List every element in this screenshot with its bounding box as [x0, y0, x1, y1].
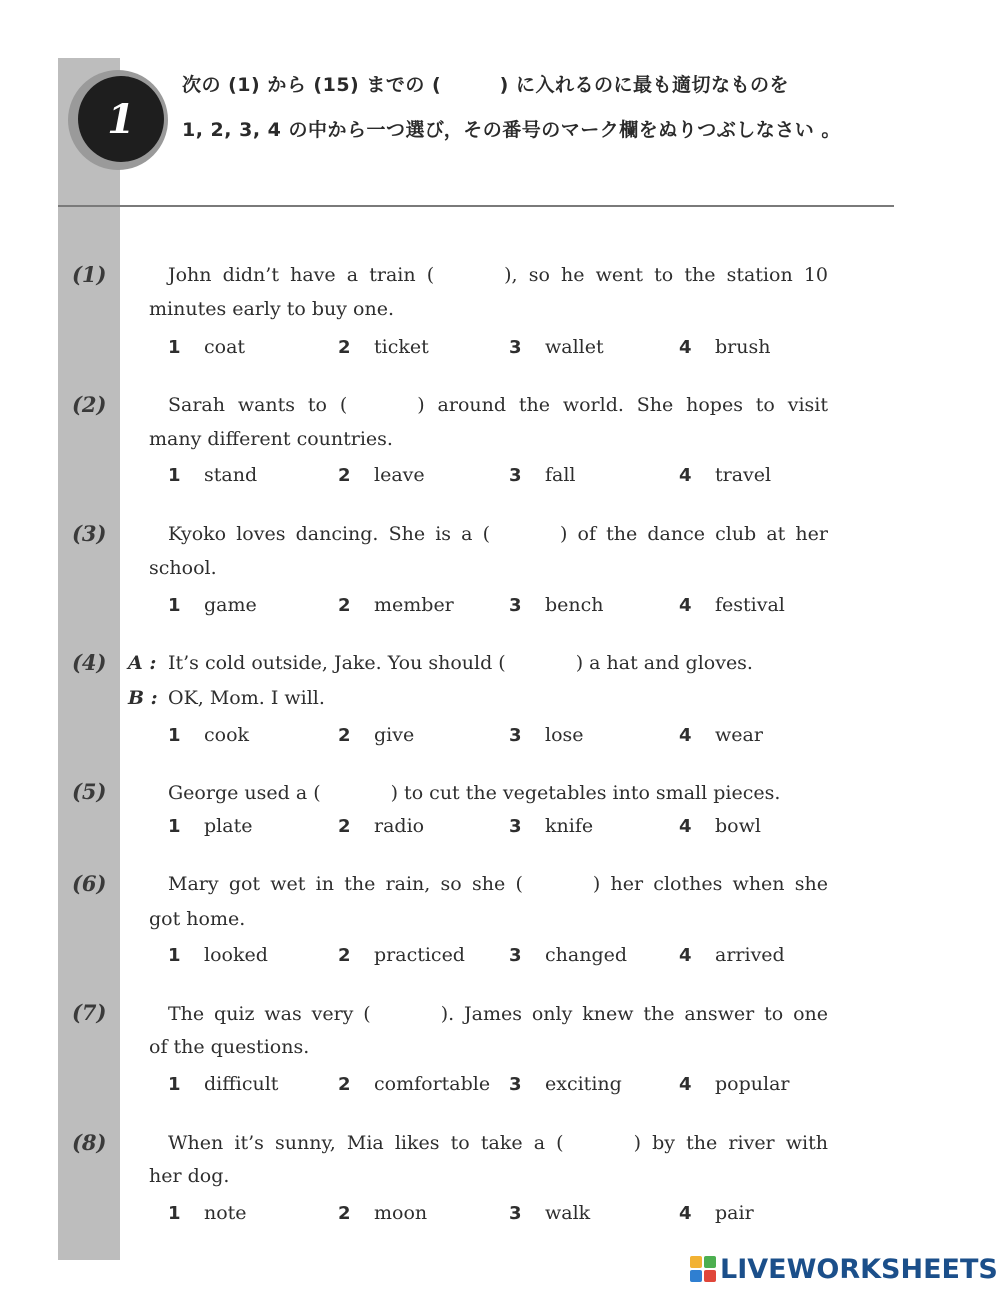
option-number: 4 — [679, 1203, 692, 1224]
option-number: 1 — [168, 1203, 181, 1224]
option-4[interactable] — [679, 464, 771, 486]
question-text-line-1 — [168, 1003, 828, 1025]
option-number: 2 — [338, 816, 351, 837]
option-number: 4 — [679, 725, 692, 746]
text-before-blank: George used a ( — [168, 782, 321, 804]
option-text: coat — [204, 336, 246, 358]
question-text-line-2: school. — [149, 557, 217, 579]
option-4[interactable] — [679, 944, 785, 966]
option-3[interactable] — [509, 944, 627, 966]
option-text: difficult — [204, 1073, 279, 1095]
option-number: 2 — [338, 725, 351, 746]
option-1[interactable] — [168, 594, 257, 616]
question-number: (5) — [72, 779, 107, 804]
option-4[interactable] — [679, 815, 761, 837]
option-3[interactable] — [509, 1202, 590, 1224]
option-4[interactable] — [679, 1202, 754, 1224]
speaker-a-label: A : — [128, 652, 157, 674]
option-number: 3 — [509, 1074, 522, 1095]
question-number: (7) — [72, 1000, 107, 1025]
option-4[interactable] — [679, 724, 763, 746]
option-number: 4 — [679, 945, 692, 966]
text-before-blank: Mary got wet in the rain, so she ( — [168, 873, 523, 895]
option-text: comfortable — [374, 1073, 491, 1095]
question-text-line-1 — [168, 523, 828, 545]
option-text: arrived — [715, 944, 785, 966]
option-number: 1 — [168, 725, 181, 746]
text-after-blank: ) by the river with — [633, 1132, 828, 1154]
option-number: 3 — [509, 595, 522, 616]
logo-square-1 — [690, 1256, 702, 1268]
option-text: note — [204, 1202, 247, 1224]
option-3[interactable] — [509, 336, 604, 358]
text-before-blank: Kyoko loves dancing. She is a ( — [168, 523, 491, 545]
question-number: (2) — [72, 392, 107, 417]
logo-square-2 — [704, 1256, 716, 1268]
option-2[interactable] — [338, 1202, 427, 1224]
instruction-line-1: 次の (1) から (15) までの ( ) に入れるのに最も適切なものを — [182, 74, 789, 96]
option-2[interactable] — [338, 724, 414, 746]
logo-text: LIVEWORKSHEETS — [720, 1253, 998, 1285]
option-text: moon — [374, 1202, 428, 1224]
option-4[interactable] — [679, 1073, 790, 1095]
option-text: exciting — [545, 1073, 622, 1095]
question-number: (4) — [72, 650, 107, 675]
option-text: pair — [715, 1202, 754, 1224]
option-1[interactable] — [168, 1202, 247, 1224]
text-before-blank: When it’s sunny, Mia likes to take a ( — [168, 1132, 564, 1154]
option-4[interactable] — [679, 594, 785, 616]
text-after-blank: ) to cut the vegetables into small pieces. — [390, 782, 781, 804]
option-text: popular — [715, 1073, 790, 1095]
option-number: 4 — [679, 337, 692, 358]
option-text: changed — [545, 944, 628, 966]
option-number: 3 — [509, 465, 522, 486]
liveworksheets-logo[interactable] — [690, 1252, 998, 1286]
option-text: member — [374, 594, 454, 616]
header-divider — [58, 205, 894, 207]
option-number: 1 — [168, 1074, 181, 1095]
option-text: walk — [545, 1202, 591, 1224]
option-3[interactable] — [509, 815, 593, 837]
text-before-blank: John didn’t have a train ( — [168, 264, 435, 286]
speaker-b-label: B : — [128, 687, 158, 709]
option-text: travel — [715, 464, 772, 486]
option-4[interactable] — [679, 336, 770, 358]
question-text-line-1 — [168, 782, 780, 804]
option-number: 4 — [679, 816, 692, 837]
text-after-blank: ) around the world. She hopes to visit — [417, 394, 828, 416]
text-before-blank: Sarah wants to ( — [168, 394, 348, 416]
question-text-line-1 — [168, 1132, 828, 1154]
option-number: 2 — [338, 945, 351, 966]
option-number: 3 — [509, 337, 522, 358]
option-1[interactable] — [168, 724, 249, 746]
question-number: (6) — [72, 871, 107, 896]
option-text: cook — [204, 724, 250, 746]
question-text-line-2: minutes early to buy one. — [149, 298, 394, 320]
option-text: fall — [545, 464, 576, 486]
option-2[interactable] — [338, 815, 424, 837]
question-text-line-2: got home. — [149, 908, 246, 930]
question-text-line-2: many different countries. — [149, 428, 393, 450]
option-number: 1 — [168, 816, 181, 837]
text-after-blank: ) a hat and gloves. — [575, 652, 753, 674]
dialogue-line-a — [128, 652, 753, 674]
option-number: 1 — [168, 465, 181, 486]
option-text: knife — [545, 815, 594, 837]
option-2[interactable] — [338, 336, 429, 358]
option-number: 2 — [338, 337, 351, 358]
option-3[interactable] — [509, 724, 584, 746]
option-text: brush — [715, 336, 771, 358]
text-after-blank: ), so he went to the station 10 — [504, 264, 828, 286]
option-2[interactable] — [338, 1073, 490, 1095]
option-text: bench — [545, 594, 604, 616]
option-number: 2 — [338, 1203, 351, 1224]
option-2[interactable] — [338, 464, 425, 486]
option-1[interactable] — [168, 464, 257, 486]
option-number: 3 — [509, 725, 522, 746]
option-text: leave — [374, 464, 425, 486]
question-number: (1) — [72, 262, 107, 287]
option-text: festival — [715, 594, 785, 616]
option-text: lose — [545, 724, 584, 746]
option-1[interactable] — [168, 336, 245, 358]
text-before-blank: The quiz was very ( — [168, 1003, 371, 1025]
question-text-line-2: of the questions. — [149, 1036, 310, 1058]
text-after-blank: ). James only knew the answer to one — [440, 1003, 828, 1025]
question-text-line-1 — [168, 394, 828, 416]
question-number: (3) — [72, 521, 107, 546]
dialogue-line-b — [128, 687, 325, 709]
option-text: game — [204, 594, 257, 616]
option-text: give — [374, 724, 415, 746]
logo-square-4 — [704, 1270, 716, 1282]
option-2[interactable] — [338, 944, 465, 966]
option-number: 4 — [679, 465, 692, 486]
option-text: wear — [715, 724, 763, 746]
question-text-line-2: her dog. — [149, 1165, 230, 1187]
option-text: wallet — [545, 336, 604, 358]
dialogue-text: OK, Mom. I will. — [168, 687, 325, 709]
option-number: 4 — [679, 595, 692, 616]
text-before-blank: It’s cold outside, Jake. You should ( — [168, 652, 506, 674]
option-number: 1 — [168, 337, 181, 358]
option-text: ticket — [374, 336, 429, 358]
option-number: 3 — [509, 1203, 522, 1224]
option-number: 3 — [509, 945, 522, 966]
option-number: 1 — [168, 595, 181, 616]
logo-square-3 — [690, 1270, 702, 1282]
option-3[interactable] — [509, 1073, 622, 1095]
option-2[interactable] — [338, 594, 454, 616]
logo-mark-icon — [690, 1256, 716, 1282]
section-number-badge: 1 — [78, 76, 164, 162]
option-number: 2 — [338, 595, 351, 616]
option-number: 2 — [338, 1074, 351, 1095]
text-after-blank: ) of the dance club at her — [560, 523, 828, 545]
option-1[interactable] — [168, 815, 252, 837]
option-text: radio — [374, 815, 425, 837]
instruction-line-2: 1, 2, 3, 4 の中から一つ選び，その番号のマーク欄をぬりつぶしなさい 。 — [182, 119, 841, 141]
option-1[interactable] — [168, 1073, 278, 1095]
option-text: bowl — [715, 815, 761, 837]
option-text: stand — [204, 464, 258, 486]
option-3[interactable] — [509, 594, 604, 616]
question-text-line-1 — [168, 873, 828, 895]
option-text: plate — [204, 815, 253, 837]
option-1[interactable] — [168, 944, 268, 966]
option-number: 4 — [679, 1074, 692, 1095]
option-3[interactable] — [509, 464, 576, 486]
question-number: (8) — [72, 1130, 107, 1155]
option-text: practiced — [374, 944, 465, 966]
option-number: 3 — [509, 816, 522, 837]
option-number: 2 — [338, 465, 351, 486]
option-text: looked — [204, 944, 268, 966]
question-text-line-1 — [168, 264, 828, 286]
text-after-blank: ) her clothes when she — [592, 873, 828, 895]
option-number: 1 — [168, 945, 181, 966]
